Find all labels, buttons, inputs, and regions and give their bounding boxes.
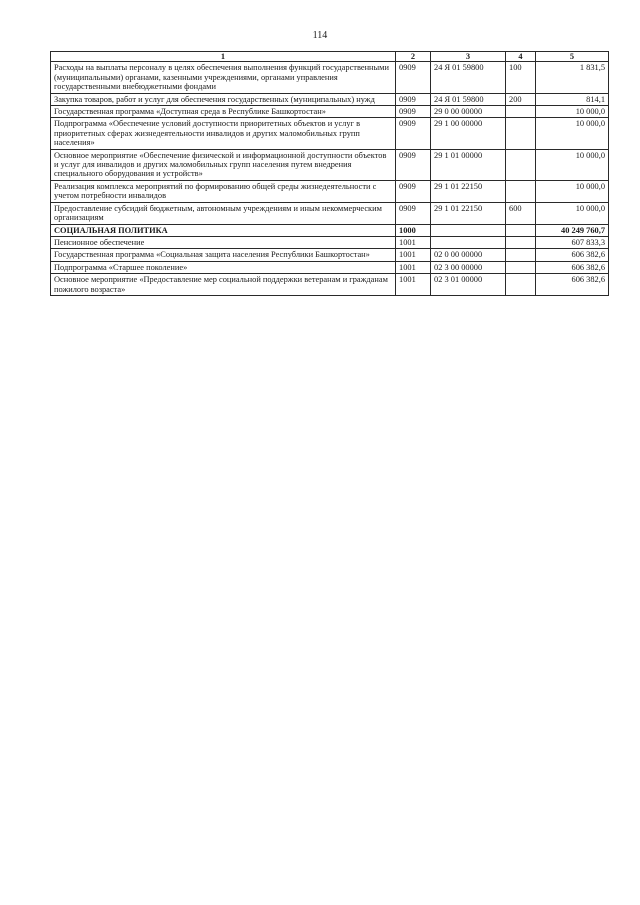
row-name-cell: Подпрограмма «Старшее поколение» [51, 261, 396, 273]
row-exp-type-cell: 600 [506, 202, 536, 224]
row-name-cell: Основное мероприятие «Обеспечение физической и информационной доступности объектов и услуг для инвалидов и других маломобильных групп населения путем внедрения специального оборудования и устройств» [51, 149, 396, 180]
row-name-cell: Расходы на выплаты персоналу в целях обеспечения выполнения функций государственными (муниципальными) органами, казенными учреждениями, органами управления государственными внебюджетными фондами [51, 62, 396, 93]
table-row [51, 118, 609, 149]
table-row [51, 62, 609, 93]
row-name-cell: Реализация комплекса мероприятий по формированию общей среды жизнедеятельности с учетом потребности инвалидов [51, 180, 396, 202]
table-row [51, 249, 609, 261]
row-amount-cell: 606 382,6 [536, 249, 609, 261]
row-amount-cell: 606 382,6 [536, 274, 609, 296]
row-exp-type-cell [506, 118, 536, 149]
header-col-amount: 5 [536, 52, 609, 62]
row-exp-type-cell [506, 236, 536, 248]
table-row [51, 274, 609, 296]
row-exp-type-cell [506, 224, 536, 236]
row-section-cell: 1000 [396, 224, 431, 236]
row-target-cell: 29 1 00 00000 [431, 118, 506, 149]
row-exp-type-cell: 200 [506, 93, 536, 105]
row-name-cell: Государственная программа «Социальная защита населения Республики Башкортостан» [51, 249, 396, 261]
row-amount-cell: 1 831,5 [536, 62, 609, 93]
row-target-cell: 02 3 00 00000 [431, 261, 506, 273]
table-row [51, 106, 609, 118]
row-target-cell: 02 0 00 00000 [431, 249, 506, 261]
row-amount-cell: 10 000,0 [536, 202, 609, 224]
row-exp-type-cell [506, 274, 536, 296]
table-body [51, 62, 609, 296]
row-target-cell: 29 1 01 22150 [431, 180, 506, 202]
row-amount-cell: 10 000,0 [536, 106, 609, 118]
row-amount-cell: 10 000,0 [536, 149, 609, 180]
header-col-exp-type: 4 [506, 52, 536, 62]
budget-table [50, 51, 609, 296]
row-name-cell: СОЦИАЛЬНАЯ ПОЛИТИКА [51, 224, 396, 236]
row-exp-type-cell: 100 [506, 62, 536, 93]
row-name-cell: Закупка товаров, работ и услуг для обеспечения государственных (муниципальных) нужд [51, 93, 396, 105]
row-exp-type-cell [506, 106, 536, 118]
row-name-cell: Пенсионное обеспечение [51, 236, 396, 248]
row-target-cell: 02 3 01 00000 [431, 274, 506, 296]
row-section-cell: 1001 [396, 249, 431, 261]
row-name-cell: Предоставление субсидий бюджетным, автономным учреждениям и иным некоммерческим организациям [51, 202, 396, 224]
row-name-cell: Государственная программа «Доступная среда в Республике Башкортостан» [51, 106, 396, 118]
row-section-cell: 0909 [396, 93, 431, 105]
header-col-target: 3 [431, 52, 506, 62]
row-name-cell: Подпрограмма «Обеспечение условий доступности приоритетных объектов и услуг в приоритетных сферах жизнедеятельности инвалидов и других маломобильных групп населения» [51, 118, 396, 149]
row-target-cell: 24 Я 01 59800 [431, 93, 506, 105]
row-section-cell: 0909 [396, 180, 431, 202]
row-exp-type-cell [506, 149, 536, 180]
row-exp-type-cell [506, 261, 536, 273]
row-target-cell: 29 1 01 00000 [431, 149, 506, 180]
row-target-cell: 24 Я 01 59800 [431, 62, 506, 93]
row-amount-cell: 607 833,3 [536, 236, 609, 248]
row-section-cell: 0909 [396, 106, 431, 118]
row-section-cell: 0909 [396, 118, 431, 149]
header-col-name: 1 [51, 52, 396, 62]
row-target-cell [431, 224, 506, 236]
page-number: 114 [312, 30, 328, 41]
table-row [51, 180, 609, 202]
row-section-cell: 0909 [396, 202, 431, 224]
table-row [51, 236, 609, 248]
table-row [51, 261, 609, 273]
table-row [51, 202, 609, 224]
row-section-cell: 0909 [396, 62, 431, 93]
header-col-section: 2 [396, 52, 431, 62]
row-exp-type-cell [506, 180, 536, 202]
row-target-cell: 29 1 01 22150 [431, 202, 506, 224]
table-row [51, 93, 609, 105]
row-section-cell: 1001 [396, 274, 431, 296]
row-section-cell: 0909 [396, 149, 431, 180]
table-header-row [51, 52, 609, 62]
table-row [51, 149, 609, 180]
row-exp-type-cell [506, 249, 536, 261]
row-amount-cell: 606 382,6 [536, 261, 609, 273]
row-section-cell: 1001 [396, 261, 431, 273]
row-amount-cell: 814,1 [536, 93, 609, 105]
row-amount-cell: 10 000,0 [536, 180, 609, 202]
row-section-cell: 1001 [396, 236, 431, 248]
row-amount-cell: 40 249 760,7 [536, 224, 609, 236]
row-name-cell: Основное мероприятие «Предоставление мер социальной поддержки ветеранам и гражданам пожилого возраста» [51, 274, 396, 296]
table-row [51, 224, 609, 236]
row-target-cell: 29 0 00 00000 [431, 106, 506, 118]
row-target-cell [431, 236, 506, 248]
row-amount-cell: 10 000,0 [536, 118, 609, 149]
